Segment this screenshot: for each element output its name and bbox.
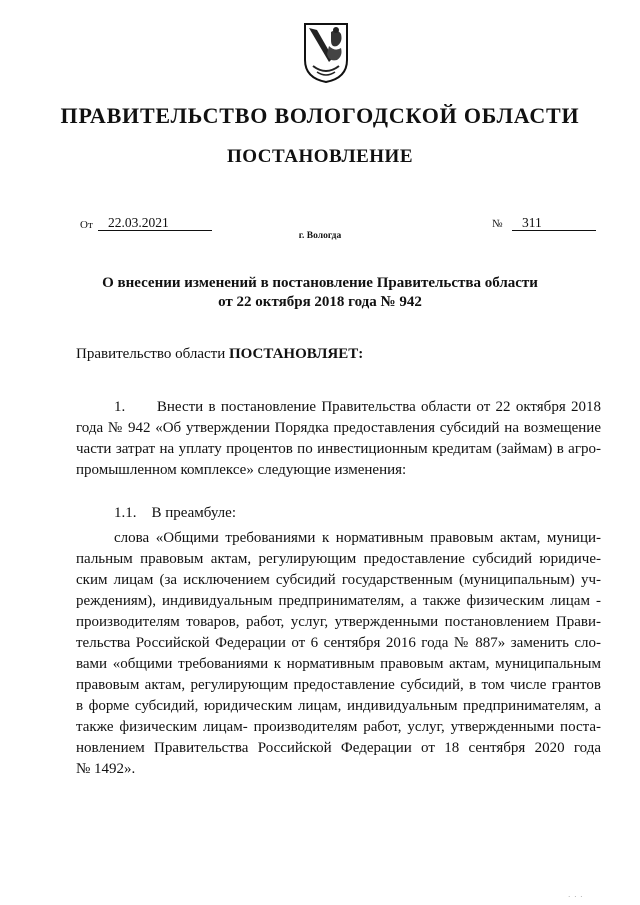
paragraph-line: правовым актам, регулирующим предоставление субсидий, в том числе грантов <box>76 677 601 693</box>
document-number: 311 <box>512 215 596 231</box>
paragraph-line: года № 942 «Об утверждении Порядка предоставления субсидий на возмещение <box>76 420 601 436</box>
document-date: 22.03.2021 <box>98 215 212 231</box>
paragraph-line: новлением Правительства Российской Федерации от 18 сентября 2020 года <box>76 740 601 756</box>
title-line-1: О внесении изменений в постановление Правительства области <box>102 275 538 291</box>
city: г. Вологда <box>298 231 342 241</box>
paragraph-line: 1. Внести в постановление Правительства области от 22 октября 2018 <box>114 399 601 415</box>
paragraph-line: вами «общими требованиями к нормативным правовым актам, муниципальным <box>76 656 601 672</box>
number-prefix: № <box>492 218 503 230</box>
paragraph-line: ским лицам (за исключением субсидий государственным (муниципальным) уч- <box>76 572 601 588</box>
decree-word: ПОСТАНОВЛЯЕТ: <box>228 346 364 362</box>
paragraph-line: пальным правовым актам, регулирующим предоставление субсидий юридиче- <box>76 551 601 567</box>
coat-of-arms-icon <box>303 22 349 84</box>
document-type: ПОСТАНОВЛЕНИЕ <box>226 146 414 167</box>
paragraph-line: № 1492». <box>76 761 136 777</box>
organization-name: ПРАВИТЕЛЬСТВО ВОЛОГОДСКОЙ ОБЛАСТИ <box>60 103 580 128</box>
paragraph-line: реждениям), индивидуальным предпринимателям, а также физическим лицам - <box>76 593 601 609</box>
date-prefix: От <box>80 219 93 231</box>
paragraph-1 <box>76 397 601 481</box>
paragraph-line: части затрат на уплату процентов по инвестиционным кредитам (займам) в агро- <box>76 441 601 457</box>
decree-prefix: Правительство области <box>76 346 229 362</box>
paragraph-1-1: 1.1. В преамбуле: <box>114 505 236 521</box>
scan-mark: · · · <box>568 893 584 901</box>
document-title <box>0 274 640 312</box>
paragraph-line: в форме субсидий, юридическим лицам, индивидуальным предпринимателям, а <box>76 698 601 714</box>
paragraph-line: тельства Российской Федерации от 6 сентября 2016 года № 887» заменить сло- <box>76 635 601 651</box>
title-line-2: от 22 октября 2018 года № 942 <box>218 294 422 310</box>
paragraph-words <box>76 528 601 780</box>
paragraph-line: также физическим лицам- производителям работ, услуг, утвержденными поста- <box>76 719 601 735</box>
paragraph-line: производителям товаров, работ, услуг, утвержденными постановлением Прави- <box>76 614 601 630</box>
paragraph-line: промышленном комплексе» следующие изменения: <box>76 462 407 478</box>
paragraph-line: слова «Общими требованиями к нормативным правовым актам, муници- <box>114 530 601 546</box>
decree-line <box>76 344 601 365</box>
